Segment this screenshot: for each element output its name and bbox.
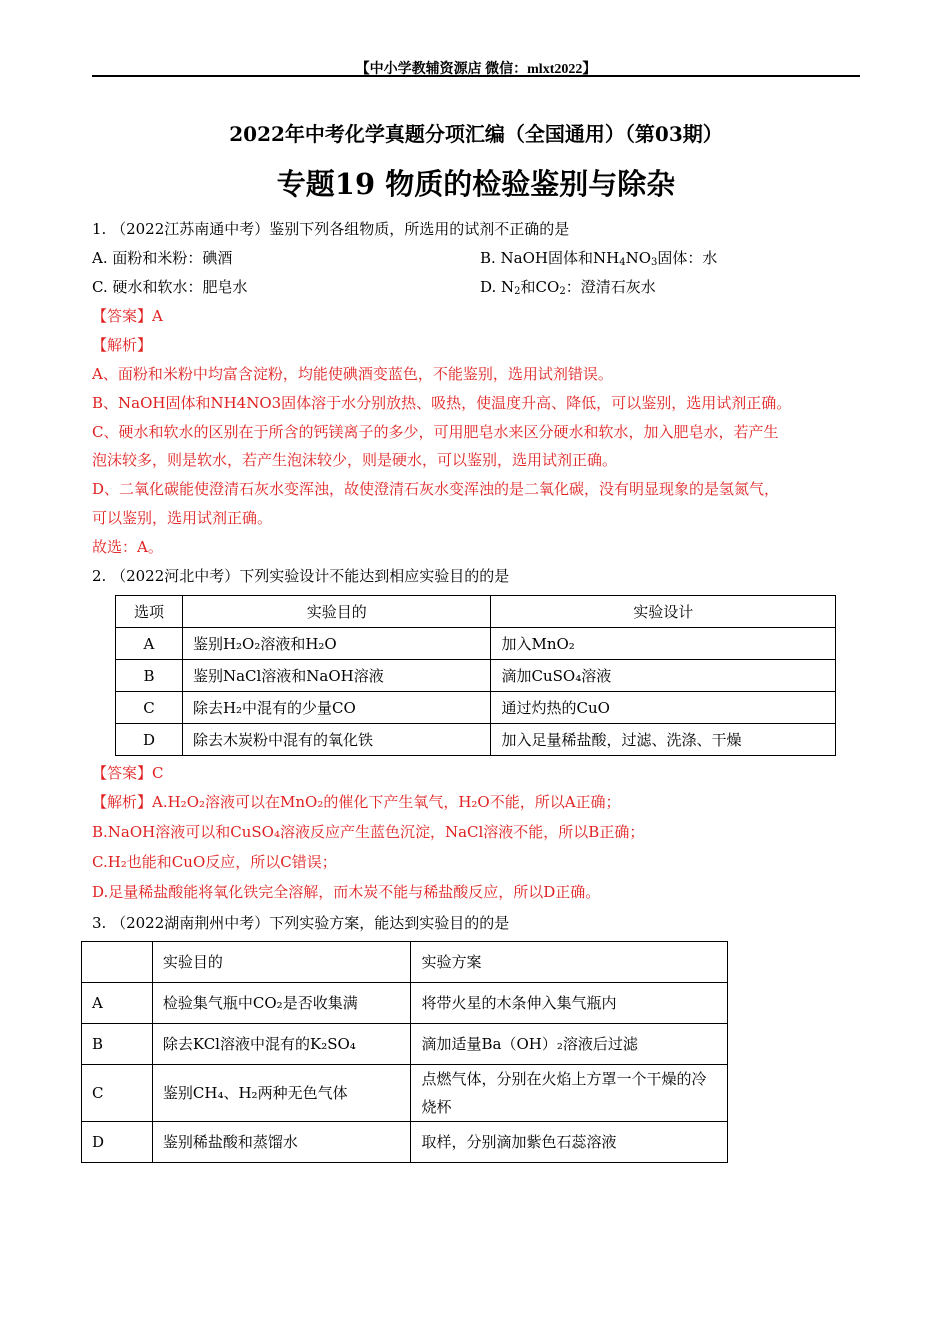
table-cell-plan: 滴加适量Ba（OH）₂溶液后过滤 <box>411 1024 728 1065</box>
table-header-cell: 实验目的 <box>182 596 491 628</box>
table-cell-purpose: 除去KCl溶液中混有的K₂SO₄ <box>152 1024 411 1065</box>
q2-answer: 【答案】C <box>92 764 164 782</box>
table-cell-plan: 将带火星的木条伸入集气瓶内 <box>411 983 728 1024</box>
table-cell-plan: 取样，分别滴加紫色石蕊溶液 <box>411 1122 728 1163</box>
q2-analysis-line: D.足量稀盐酸能将氧化铁完全溶解，而木炭不能与稀盐酸反应，所以D正确。 <box>92 883 601 901</box>
q2-table <box>115 595 836 756</box>
table-cell-option: B <box>116 660 183 692</box>
table-cell-design: 加入足量稀盐酸，过滤、洗涤、干燥 <box>491 724 836 756</box>
table-cell-option: B <box>82 1024 153 1065</box>
q1-answer: 【答案】A <box>92 307 163 325</box>
document-subtitle: 专题19 物质的检验鉴别与除杂 <box>276 167 676 201</box>
table-cell-option: C <box>82 1065 153 1122</box>
q1-analysis-line: C、硬水和软水的区别在于所含的钙镁离子的多少，可用肥皂水来区分硬水和软水，加入肥皂水，若产生 <box>92 423 779 441</box>
table-header-cell: 实验方案 <box>411 942 728 983</box>
table-header-cell: 实验设计 <box>491 596 836 628</box>
table-row <box>116 724 836 756</box>
q1-option-a: A. 面粉和米粉：碘酒 <box>92 249 233 267</box>
header-rule <box>92 75 860 77</box>
table-cell-option: A <box>82 983 153 1024</box>
table-cell-purpose: 除去H₂中混有的少量CO <box>182 692 491 724</box>
table-cell-plan: 点燃气体，分别在火焰上方罩一个干燥的冷烧杯 <box>411 1065 728 1122</box>
q1-analysis-line: 泡沫较多，则是软水，若产生泡沫较少，则是硬水，可以鉴别，选用试剂正确。 <box>92 451 618 469</box>
table-row <box>82 1065 728 1122</box>
table-cell-option: D <box>82 1122 153 1163</box>
table-cell-purpose: 鉴别CH₄、H₂两种无色气体 <box>152 1065 411 1122</box>
q1-analysis-line: B、NaOH固体和NH4NO3固体溶于水分别放热、吸热，使温度升高、降低，可以鉴别，选用试剂正确。 <box>92 394 792 412</box>
table-cell-purpose: 鉴别H₂O₂溶液和H₂O <box>182 628 491 660</box>
q1-analysis-line: 故选：A。 <box>92 538 163 556</box>
table-row <box>116 628 836 660</box>
q1-analysis-line: 可以鉴别，选用试剂正确。 <box>92 509 273 527</box>
page-header: 【中小学教辅资源店 微信：mlxt2022】 <box>355 62 597 77</box>
q1-stem: 1. （2022江苏南通中考）鉴别下列各组物质，所选用的试剂不正确的是 <box>92 220 570 238</box>
table-cell-purpose: 检验集气瓶中CO₂是否收集满 <box>152 983 411 1024</box>
table-cell-purpose: 鉴别NaCl溶液和NaOH溶液 <box>182 660 491 692</box>
q1-option-b: B. NaOH固体和$NH_4NO_3$固体：水 <box>480 249 718 268</box>
document-title: 2022年中考化学真题分项汇编（全国通用）（第03期） <box>229 122 723 146</box>
q2-analysis-line: 【解析】A.H₂O₂溶液可以在MnO₂的催化下产生氧气，H₂O不能，所以A正确； <box>92 793 621 811</box>
table-row <box>82 1122 728 1163</box>
table-row <box>116 692 836 724</box>
q1-option-d: D. $N_2$和$CO_2$：澄清石灰水 <box>480 278 656 297</box>
q2-analysis-line: C.H₂也能和CuO反应，所以C错误； <box>92 853 337 871</box>
table-header-cell: 选项 <box>116 596 183 628</box>
table-row <box>82 1024 728 1065</box>
q1-option-c: C. 硬水和软水：肥皂水 <box>92 278 248 296</box>
table-cell-design: 加入MnO₂ <box>491 628 836 660</box>
q2-analysis-line: B.NaOH溶液可以和CuSO₄溶液反应产生蓝色沉淀，NaCl溶液不能，所以B正确； <box>92 823 645 841</box>
q1-analysis-line: A、面粉和米粉中均富含淀粉，均能使碘酒变蓝色，不能鉴别，选用试剂错误。 <box>92 365 613 383</box>
q1-analysis-label: 【解析】 <box>92 336 153 354</box>
table-cell-option: D <box>116 724 183 756</box>
table-cell-purpose: 鉴别稀盐酸和蒸馏水 <box>152 1122 411 1163</box>
table-cell-option: C <box>116 692 183 724</box>
table-cell-design: 通过灼热的CuO <box>491 692 836 724</box>
q3-table <box>81 941 728 1163</box>
q2-stem: 2. （2022河北中考）下列实验设计不能达到相应实验目的的是 <box>92 567 510 585</box>
table-cell-design: 滴加CuSO₄溶液 <box>491 660 836 692</box>
table-cell-option: A <box>116 628 183 660</box>
table-row <box>116 660 836 692</box>
table-cell-purpose: 除去木炭粉中混有的氧化铁 <box>182 724 491 756</box>
table-header-cell: 实验目的 <box>152 942 411 983</box>
table-header-row <box>116 596 836 628</box>
table-header-row <box>82 942 728 983</box>
q3-stem: 3. （2022湖南荆州中考）下列实验方案，能达到实验目的的是 <box>92 914 510 932</box>
q1-analysis-line: D、二氧化碳能使澄清石灰水变浑浊，故使澄清石灰水变浑浊的是二氧化碳，没有明显现象的是氢氮气， <box>92 480 780 498</box>
table-row <box>82 983 728 1024</box>
table-header-cell <box>82 942 153 983</box>
